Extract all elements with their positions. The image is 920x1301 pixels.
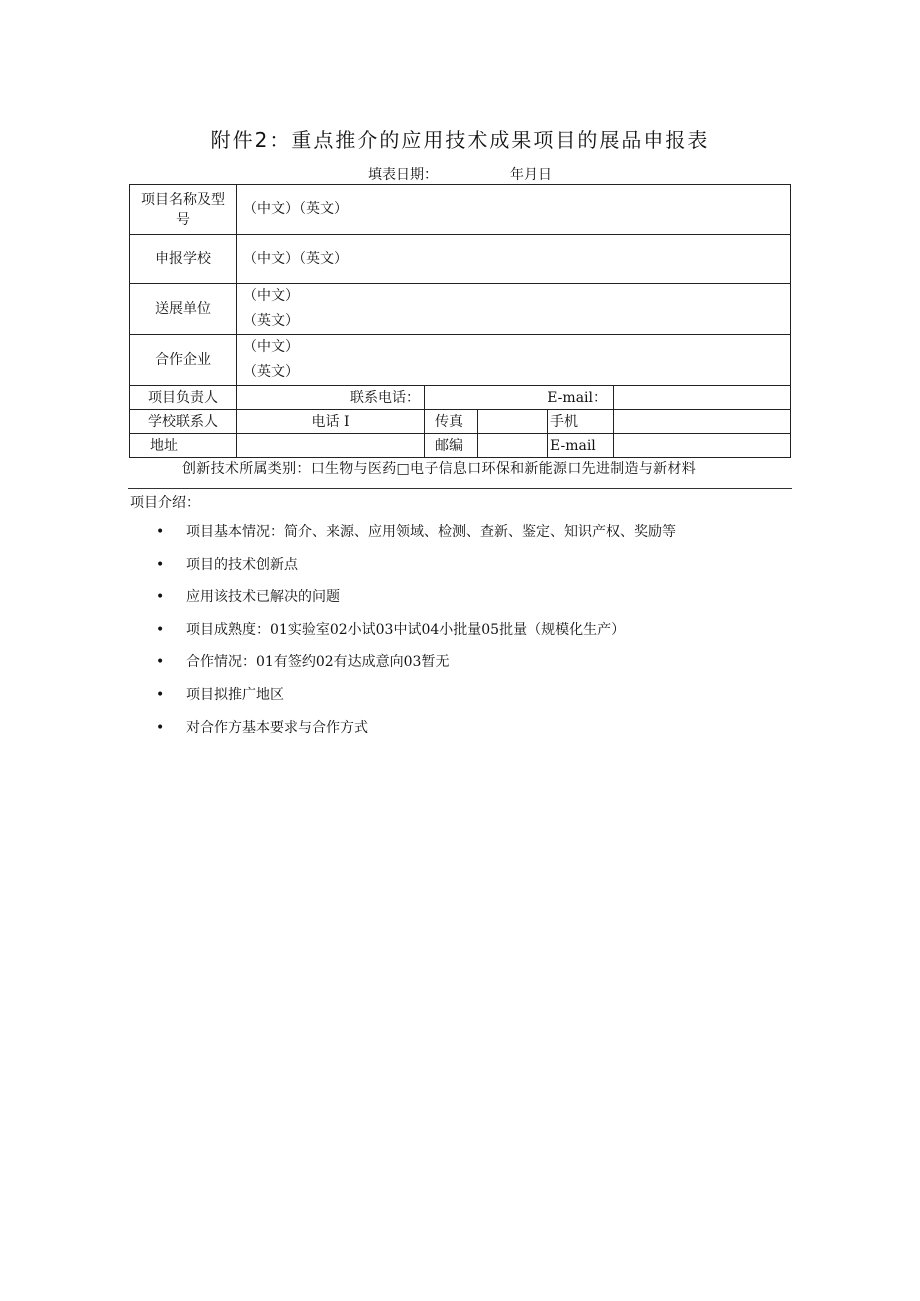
document-title: 附件2：重点推介的应用技术成果项目的展品申报表 — [210, 128, 710, 152]
row-contact — [130, 410, 791, 434]
school-value: （中文）（英文） — [243, 250, 348, 267]
bullet-icon: • — [156, 621, 165, 638]
bullet-icon: • — [156, 589, 165, 606]
bullet-icon: • — [156, 719, 165, 736]
exhibit-unit-en: （英文） — [243, 313, 299, 329]
list-item-text: 项目的技术创新点 — [186, 556, 298, 573]
project-name-field[interactable] — [237, 185, 791, 235]
row-address — [130, 434, 791, 458]
list-item-text: 合作情况：01有签约02有达成意向03暂无 — [186, 654, 450, 671]
list-item-text: 项目基本情况：简介、来源、应用领域、检测、查新、鉴定、知识产权、奖励等 — [186, 524, 676, 540]
leader-phone-label: 联系电话： — [237, 386, 425, 410]
partner-en: （英文） — [243, 364, 299, 380]
contact-fax-label: 传真 — [425, 410, 478, 434]
row-leader — [130, 386, 791, 410]
bullet-icon: • — [156, 686, 165, 703]
list-item-text: 应用该技术已解决的问题 — [186, 589, 340, 606]
fill-date — [368, 164, 552, 184]
school-label: 申报学校 — [130, 235, 237, 284]
address-field[interactable] — [237, 434, 425, 458]
contact-mobile-label: 手机 — [548, 410, 614, 434]
contact-fax-field[interactable] — [478, 410, 548, 434]
list-item — [150, 618, 676, 651]
intro-list — [150, 520, 676, 748]
row-project-name — [130, 185, 791, 235]
exhibit-unit-cn: （中文） — [243, 288, 299, 304]
postcode-field[interactable] — [478, 434, 548, 458]
contact-phone-label: 电话 I — [237, 410, 425, 434]
contact-label: 学校联系人 — [130, 410, 237, 434]
bullet-icon: • — [156, 654, 165, 671]
fill-date-ymd: 年月日 — [510, 167, 552, 183]
intro-label: 项目介绍： — [130, 495, 200, 511]
row-partner — [130, 335, 791, 386]
leader-email-label: E-mail： — [425, 386, 614, 410]
list-item-text: 对合作方基本要求与合作方式 — [186, 719, 368, 736]
partner-cn: （中文） — [243, 339, 299, 355]
partner-label: 合作企业 — [130, 335, 237, 386]
postcode-label: 邮编 — [425, 434, 478, 458]
list-item — [150, 553, 676, 586]
project-name-value: （中文）（英文） — [243, 201, 348, 217]
bullet-icon: • — [156, 556, 165, 573]
partner-field[interactable] — [237, 335, 791, 386]
application-form-table — [129, 184, 791, 458]
list-item-text: 项目拟推广地区 — [186, 686, 284, 703]
category-line: 创新技术所属类别：口生物与医药□电子信息口环保和新能源口先进制造与新材料 — [182, 461, 697, 477]
address-email-field[interactable] — [614, 434, 791, 458]
row-school — [130, 235, 791, 284]
list-item — [150, 683, 676, 716]
address-email-label: E-mail — [548, 434, 614, 458]
list-item — [150, 716, 676, 749]
leader-label: 项目负责人 — [130, 386, 237, 410]
fill-date-label: 填表日期： — [368, 167, 438, 183]
contact-mobile-field[interactable] — [614, 410, 791, 434]
row-exhibit-unit — [130, 284, 791, 335]
project-name-label: 项目名称及型号 — [130, 185, 237, 235]
list-item — [150, 520, 676, 553]
exhibit-unit-field[interactable] — [237, 284, 791, 335]
exhibit-unit-label: 送展单位 — [130, 284, 237, 335]
bullet-icon: • — [156, 524, 165, 540]
list-item — [150, 650, 676, 683]
list-item — [150, 585, 676, 618]
list-item-text: 项目成熟度：01实验室02小试03中试04小批量05批量（规模化生产） — [186, 621, 626, 638]
address-label: 地址 — [130, 434, 237, 458]
school-field[interactable] — [237, 235, 791, 284]
leader-email-field[interactable] — [614, 386, 791, 410]
divider — [128, 488, 792, 489]
